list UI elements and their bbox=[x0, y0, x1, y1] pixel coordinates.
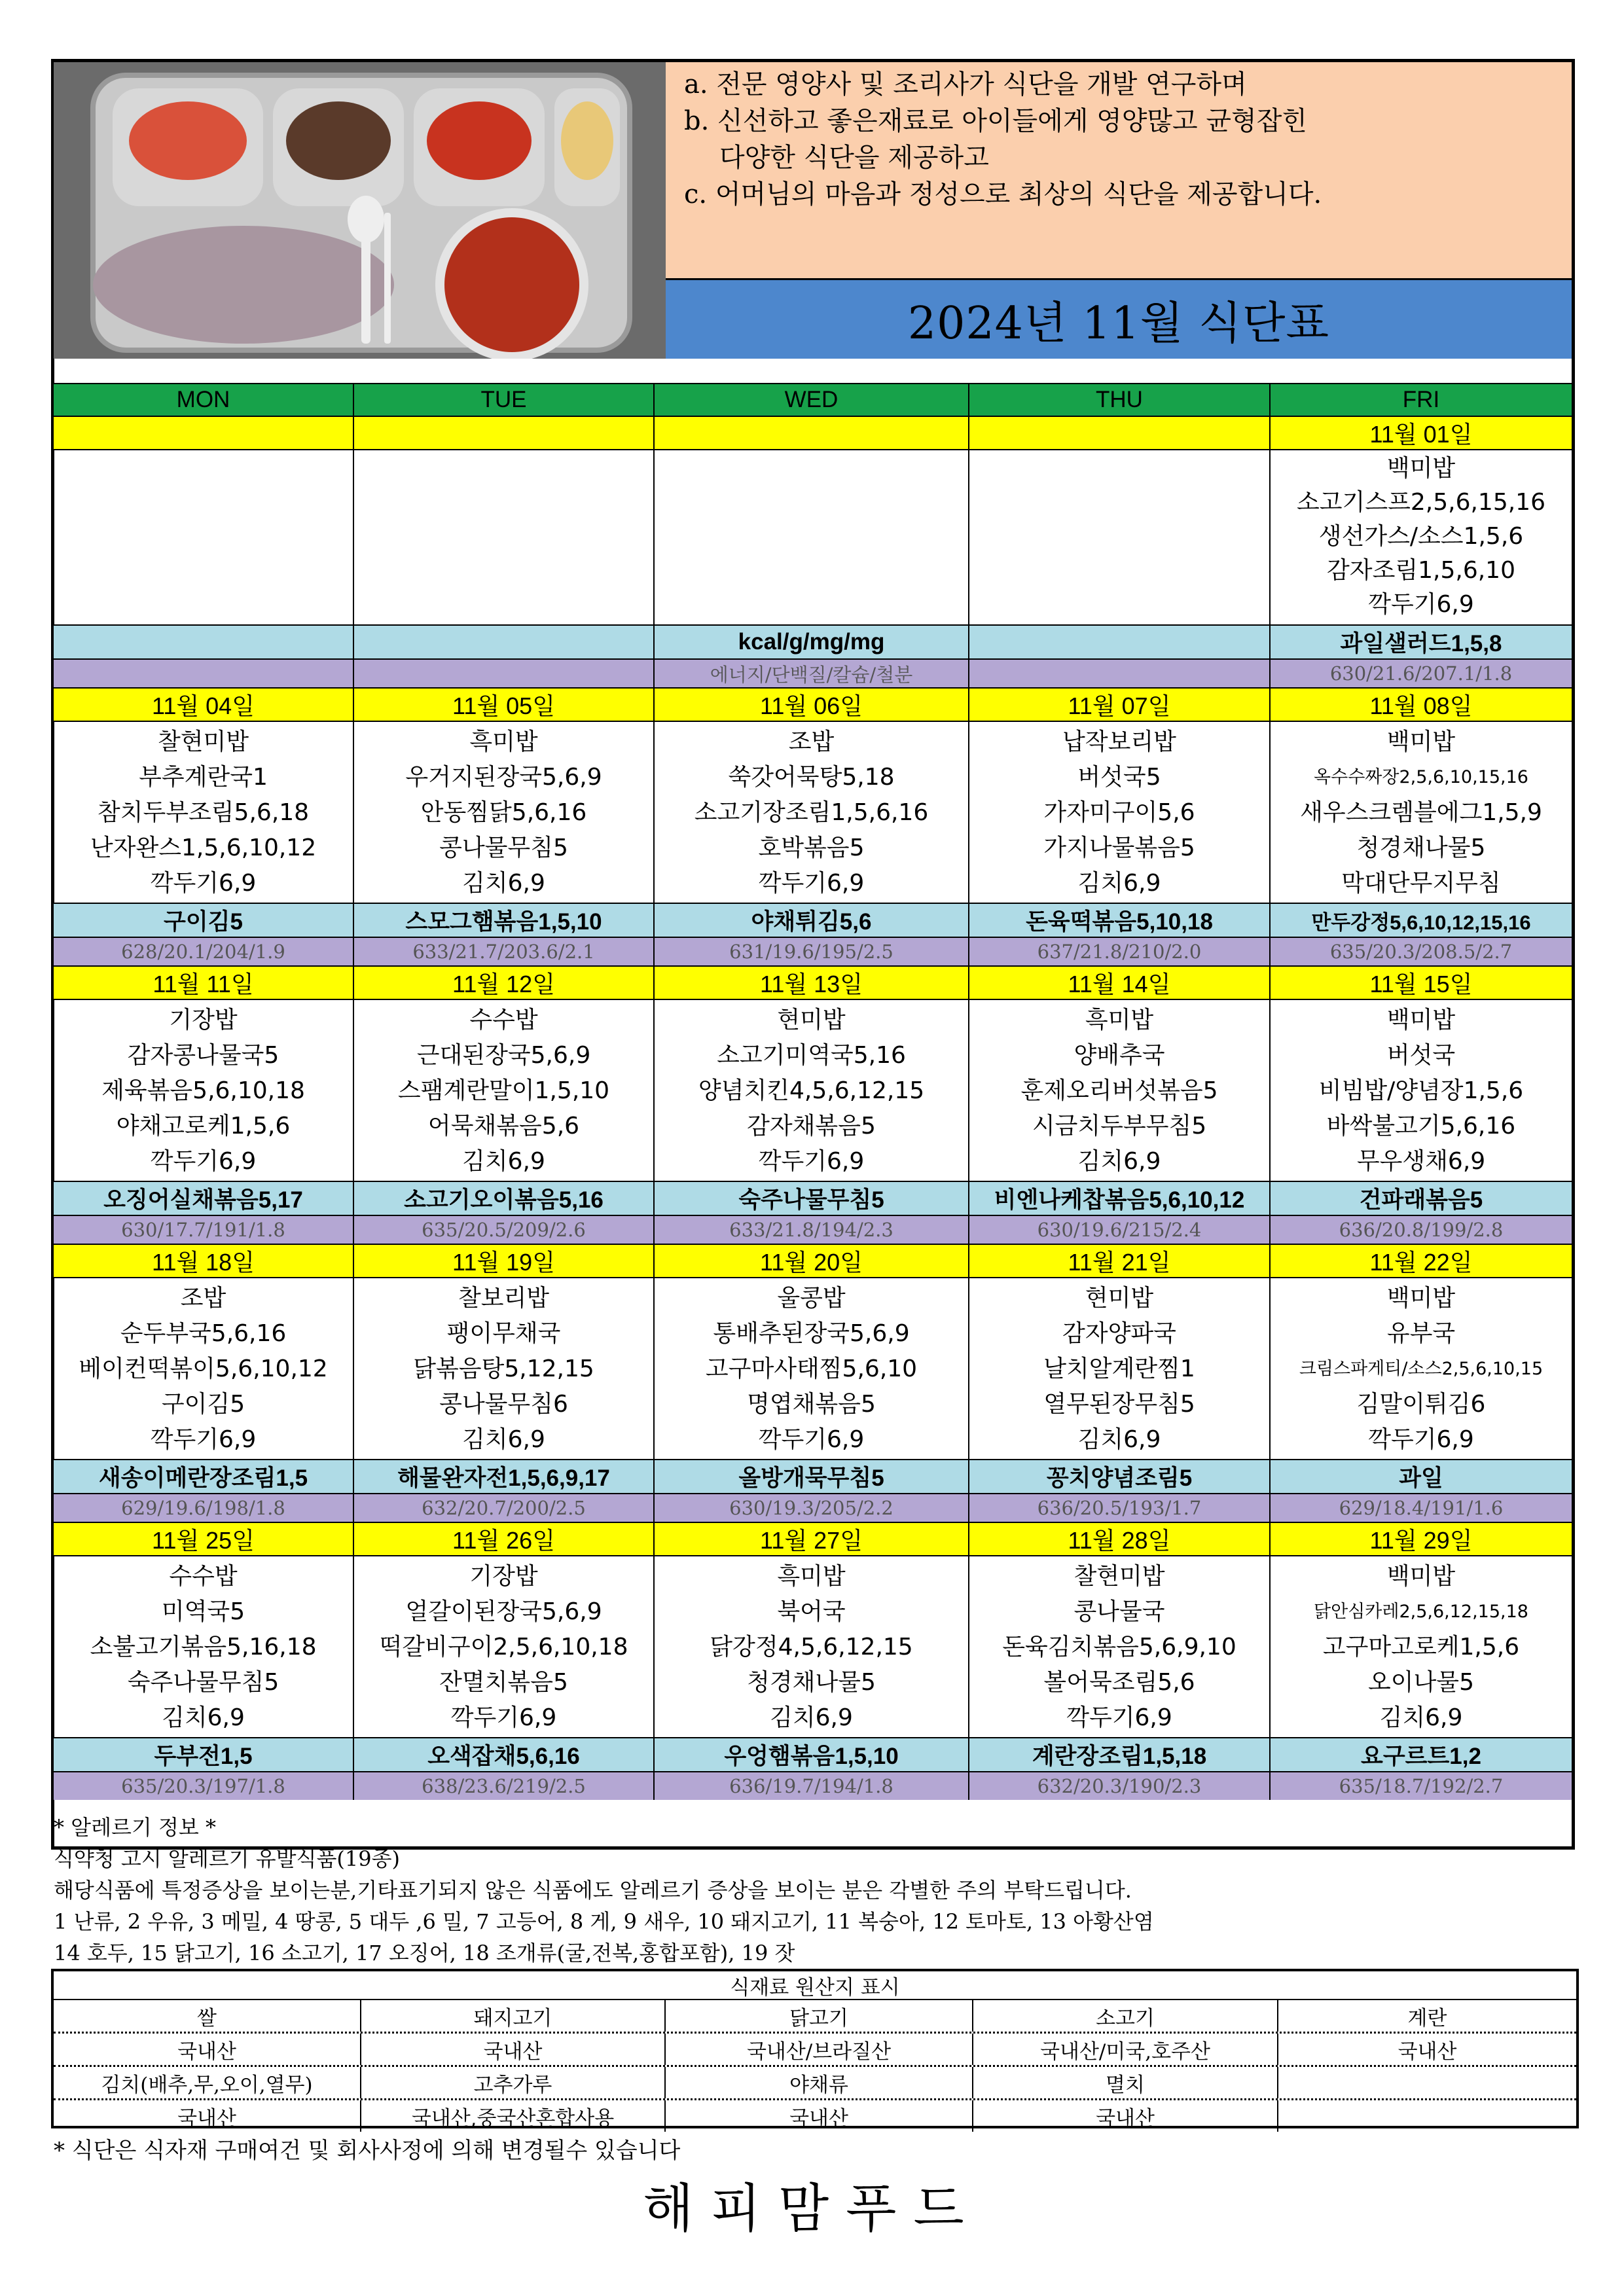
snack-cell-tue: 스모그햄볶음1,5,10 bbox=[354, 904, 655, 937]
snack-cell-tue: 해물완자전1,5,6,9,17 bbox=[354, 1460, 655, 1493]
menu-item: 기장밥 bbox=[469, 1563, 538, 1590]
menu-item: 스팸계란말이1,5,10 bbox=[397, 1077, 610, 1104]
nutrition-cell-tue bbox=[354, 660, 655, 687]
menu-item: 조밥 bbox=[788, 728, 835, 755]
menu-cell-thu bbox=[969, 722, 1271, 903]
menu-cell-wed bbox=[655, 1278, 969, 1459]
menu-item: 소고기장조림1,5,6,16 bbox=[694, 799, 929, 826]
menu-item: 팽이무채국 bbox=[446, 1320, 561, 1347]
menu-item: 백미밥 bbox=[1386, 1285, 1456, 1312]
nutrition-row bbox=[54, 937, 1572, 965]
menu-item: 고구마고로케1,5,6 bbox=[1322, 1634, 1520, 1660]
snack-cell-mon: 두부전1,5 bbox=[54, 1738, 354, 1771]
menu-item: 안동찜닭5,6,16 bbox=[420, 799, 587, 826]
menu-item: 김치6,9 bbox=[1077, 1426, 1161, 1453]
menu-item: 무우생채6,9 bbox=[1356, 1148, 1486, 1175]
snack-cell-wed: 숙주나물무침5 bbox=[655, 1182, 969, 1215]
date-cell-fri: 11월 22일 bbox=[1369, 1249, 1473, 1276]
menu-cell-tue bbox=[354, 450, 655, 624]
origin-cell: 계란 bbox=[1407, 2006, 1447, 2030]
nutrition-cell-fri: 630/21.6/207.1/1.8 bbox=[1329, 662, 1513, 685]
menu-item: 훈제오리버섯볶음5 bbox=[1020, 1077, 1218, 1104]
date-cell-mon bbox=[54, 417, 354, 449]
menu-item: 가지나물볶음5 bbox=[1043, 834, 1195, 861]
menu-item: 비빔밥/양념장1,5,6 bbox=[1318, 1077, 1524, 1104]
menu-cell-wed bbox=[655, 450, 969, 624]
snack-cell-wed: kcal/g/mg/mg bbox=[655, 626, 969, 658]
intro-line-a: a. 전문 영양사 및 조리사가 식단을 개발 연구하며 bbox=[684, 69, 1247, 99]
menu-table bbox=[54, 383, 1572, 1800]
date-cell-wed: 11월 20일 bbox=[655, 1245, 969, 1277]
date-row bbox=[54, 1522, 1572, 1555]
menu-row bbox=[54, 1277, 1572, 1459]
origin-cell: 국내산 bbox=[361, 2034, 666, 2065]
menu-item: 감자양파국 bbox=[1062, 1320, 1176, 1347]
menu-item: 청경채나물5 bbox=[747, 1669, 876, 1696]
allergy-info bbox=[54, 1812, 1579, 1969]
menu-item: 북어국 bbox=[777, 1598, 846, 1625]
date-cell-wed: 11월 13일 bbox=[655, 967, 969, 999]
menu-item: 백미밥 bbox=[1386, 1007, 1456, 1033]
tray-illustration bbox=[54, 62, 666, 359]
snack-cell-tue bbox=[354, 626, 655, 658]
menu-item: 청경채나물5 bbox=[1356, 834, 1486, 861]
menu-item: 버섯국5 bbox=[1077, 764, 1161, 791]
nutrition-cell-thu: 637/21.8/210/2.0 bbox=[969, 938, 1271, 965]
nutrition-cell-wed: 630/19.3/205/2.2 bbox=[655, 1494, 969, 1522]
menu-item: 구이김5 bbox=[161, 1391, 245, 1418]
date-cell-fri: 11월 15일 bbox=[1369, 971, 1473, 997]
menu-row bbox=[54, 999, 1572, 1181]
menu-item: 바싹불고기5,6,16 bbox=[1326, 1113, 1516, 1139]
menu-item: 고구마사태찜5,6,10 bbox=[705, 1355, 918, 1382]
menu-item: 김치6,9 bbox=[1077, 1148, 1161, 1175]
menu-cell-mon bbox=[54, 1556, 354, 1737]
menu-cell-thu bbox=[969, 1278, 1271, 1459]
menu-item: 깍두기6,9 bbox=[1368, 591, 1474, 618]
nutrition-cell-wed: 에너지/단백질/칼슘/철분 bbox=[655, 660, 969, 687]
weekday-wed: WED bbox=[655, 384, 969, 416]
menu-item: 베이컨떡볶이5,6,10,12 bbox=[79, 1355, 328, 1382]
menu-cell-tue bbox=[354, 1556, 655, 1737]
menu-item: 부추계란국1 bbox=[139, 764, 268, 791]
snack-cell-mon: 새송이메란장조림1,5 bbox=[54, 1460, 354, 1493]
origin-cell: 쌀 bbox=[54, 2000, 361, 2032]
menu-item: 돈육김치볶음5,6,9,10 bbox=[1002, 1634, 1236, 1660]
menu-item: 깍두기6,9 bbox=[1368, 1426, 1474, 1453]
intro-line-c: c. 어머님의 마음과 정성으로 최상의 식단을 제공합니다. bbox=[684, 179, 1322, 209]
menu-item: 호박볶음5 bbox=[758, 834, 865, 861]
menu-item: 유부국 bbox=[1386, 1320, 1456, 1347]
origin-row-4 bbox=[54, 2100, 1576, 2132]
origin-cell: 국내산,중국산혼합사용 bbox=[361, 2100, 666, 2132]
origin-cell: 돼지고기 bbox=[361, 2000, 666, 2032]
allergy-line: 해당식품에 특정증상을 보이는분,기타표기되지 않은 식품에도 알레르기 증상을 보이는 분은 각별한 주의 부탁드립니다. bbox=[54, 1878, 1132, 1903]
snack-cell-wed: 우엉햄볶음1,5,10 bbox=[655, 1738, 969, 1771]
date-cell-wed bbox=[655, 417, 969, 449]
date-cell-mon: 11월 18일 bbox=[54, 1245, 354, 1277]
nutrition-row bbox=[54, 658, 1572, 687]
date-cell-tue: 11월 05일 bbox=[354, 689, 655, 721]
weeks-container bbox=[54, 416, 1572, 1800]
menu-item: 얼갈이된장국5,6,9 bbox=[405, 1598, 602, 1625]
origin-row-2 bbox=[54, 2034, 1576, 2067]
menu-cell-mon bbox=[54, 1000, 354, 1181]
snack-cell-thu bbox=[969, 626, 1271, 658]
menu-item: 김치6,9 bbox=[162, 1704, 245, 1731]
weekday-thu: THU bbox=[969, 384, 1271, 416]
menu-item: 소고기스프2,5,6,15,16 bbox=[1297, 489, 1545, 516]
snack-cell-fri: 건파래볶음5 bbox=[1359, 1187, 1483, 1213]
menu-item: 우거지된장국5,6,9 bbox=[405, 764, 602, 791]
nutrition-cell-fri: 636/20.8/199/2.8 bbox=[1339, 1219, 1504, 1241]
menu-item: 김말이튀김6 bbox=[1356, 1391, 1486, 1418]
nutrition-row bbox=[54, 1493, 1572, 1522]
nutrition-row bbox=[54, 1771, 1572, 1800]
date-cell-fri: 11월 29일 bbox=[1369, 1527, 1473, 1554]
nutrition-cell-mon bbox=[54, 660, 354, 687]
origin-cell: 국내산 bbox=[54, 2034, 361, 2065]
menu-item: 소불고기볶음5,16,18 bbox=[90, 1634, 317, 1660]
menu-item: 깍두기6,9 bbox=[758, 870, 865, 897]
menu-item: 콩나물무침5 bbox=[439, 834, 568, 861]
nutrition-cell-mon: 635/20.3/197/1.8 bbox=[54, 1772, 354, 1800]
menu-cell-thu bbox=[969, 1556, 1271, 1737]
menu-item: 볼어묵조림5,6 bbox=[1043, 1669, 1195, 1696]
origin-cell: 국내산 bbox=[54, 2100, 361, 2132]
menu-item: 현미밥 bbox=[1085, 1285, 1154, 1312]
menu-item: 깍두기6,9 bbox=[1066, 1704, 1172, 1731]
origin-cell: 국내산 bbox=[973, 2100, 1278, 2132]
meal-tray-photo bbox=[54, 62, 666, 359]
menu-cell-tue bbox=[354, 1000, 655, 1181]
nutrition-cell-tue: 635/20.5/209/2.6 bbox=[354, 1216, 655, 1244]
menu-item: 깍두기6,9 bbox=[150, 870, 257, 897]
menu-item: 미역국5 bbox=[161, 1598, 245, 1625]
menu-item: 흑미밥 bbox=[469, 728, 538, 755]
menu-item: 가자미구이5,6 bbox=[1043, 799, 1195, 826]
snack-cell-tue: 소고기오이볶음5,16 bbox=[354, 1182, 655, 1215]
menu-item: 찰현미밥 bbox=[157, 728, 249, 755]
menu-item: 김치6,9 bbox=[1077, 870, 1161, 897]
date-cell-wed: 11월 27일 bbox=[655, 1523, 969, 1555]
snack-cell-fri: 요구르트1,2 bbox=[1361, 1744, 1481, 1769]
menu-item: 크림스파게티/소스2,5,6,10,15 bbox=[1299, 1359, 1543, 1379]
origin-cell: 김치(배추,무,오이,열무) bbox=[54, 2067, 361, 2098]
date-cell-mon: 11월 25일 bbox=[54, 1523, 354, 1555]
page-title: 2024년 11월 식단표 bbox=[666, 278, 1572, 359]
menu-item: 콩나물국 bbox=[1074, 1598, 1165, 1625]
date-cell-mon: 11월 11일 bbox=[54, 967, 354, 999]
nutrition-cell-thu: 636/20.5/193/1.7 bbox=[969, 1494, 1271, 1522]
origin-cell: 야채류 bbox=[666, 2067, 973, 2098]
date-cell-tue bbox=[354, 417, 655, 449]
menu-item: 콩나물무침6 bbox=[439, 1391, 568, 1418]
menu-item: 날치알계란찜1 bbox=[1043, 1355, 1195, 1382]
menu-item: 감자조림1,5,6,10 bbox=[1327, 557, 1515, 584]
menu-item: 깍두기6,9 bbox=[758, 1426, 865, 1453]
weekday-header-row bbox=[54, 383, 1572, 416]
menu-item: 명엽채볶음5 bbox=[747, 1391, 876, 1418]
menu-item: 백미밥 bbox=[1386, 1563, 1456, 1590]
allergy-title: * 알레르기 정보 * bbox=[54, 1815, 216, 1840]
snack-cell-fri: 만두강정5,6,10,12,15,16 bbox=[1311, 910, 1531, 934]
weekday-mon: MON bbox=[54, 384, 354, 416]
menu-item: 납작보리밥 bbox=[1062, 728, 1176, 755]
snack-row bbox=[54, 1737, 1572, 1771]
menu-item: 김치6,9 bbox=[1379, 1704, 1463, 1731]
nutrition-cell-tue: 633/21.7/203.6/2.1 bbox=[354, 938, 655, 965]
brand-name: 해피맘푸드 bbox=[643, 2178, 981, 2239]
menu-item: 수수밥 bbox=[469, 1007, 538, 1033]
date-cell-fri: 11월 08일 bbox=[1369, 692, 1473, 719]
snack-row bbox=[54, 1459, 1572, 1493]
menu-row bbox=[54, 721, 1572, 903]
snack-row bbox=[54, 624, 1572, 658]
menu-item: 오이나물5 bbox=[1367, 1669, 1474, 1696]
date-cell-tue: 11월 26일 bbox=[354, 1523, 655, 1555]
nutrition-row bbox=[54, 1215, 1572, 1244]
snack-row bbox=[54, 1181, 1572, 1215]
menu-item: 통배추된장국5,6,9 bbox=[713, 1320, 910, 1347]
date-row bbox=[54, 965, 1572, 999]
snack-cell-mon: 오징어실채볶음5,17 bbox=[54, 1182, 354, 1215]
menu-item: 참치두부조림5,6,18 bbox=[97, 799, 310, 826]
origin-row-3 bbox=[54, 2067, 1576, 2100]
origin-cell: 국내산 bbox=[666, 2100, 973, 2132]
snack-cell-thu: 비엔나케찹볶음5,6,10,12 bbox=[969, 1182, 1271, 1215]
origin-table bbox=[51, 1969, 1579, 2128]
menu-cell-mon bbox=[54, 450, 354, 624]
menu-item: 열무된장무침5 bbox=[1043, 1391, 1195, 1418]
snack-row bbox=[54, 903, 1572, 937]
origin-row-1 bbox=[54, 2000, 1576, 2034]
menu-cell-tue bbox=[354, 722, 655, 903]
menu-item: 시금치두부무침5 bbox=[1032, 1113, 1207, 1139]
menu-item: 양념치킨4,5,6,12,15 bbox=[698, 1077, 925, 1104]
nutrition-cell-fri: 629/18.4/191/1.6 bbox=[1339, 1497, 1504, 1519]
menu-item: 잔멸치볶음5 bbox=[439, 1669, 568, 1696]
date-row bbox=[54, 1244, 1572, 1277]
menu-item: 난자완스1,5,6,10,12 bbox=[90, 834, 317, 861]
menu-item: 수수밥 bbox=[169, 1563, 238, 1590]
menu-item: 닭볶음탕5,12,15 bbox=[413, 1355, 594, 1382]
menu-item: 소고기미역국5,16 bbox=[717, 1042, 906, 1069]
menu-item: 깍두기6,9 bbox=[758, 1148, 865, 1175]
nutrition-cell-mon: 629/19.6/198/1.8 bbox=[54, 1494, 354, 1522]
menu-item: 닭강정4,5,6,12,15 bbox=[710, 1634, 913, 1660]
menu-item: 김치6,9 bbox=[770, 1704, 853, 1731]
menu-item: 백미밥 bbox=[1386, 455, 1456, 482]
menu-item: 현미밥 bbox=[777, 1007, 846, 1033]
snack-cell-thu: 계란장조림1,5,18 bbox=[969, 1738, 1271, 1771]
snack-cell-wed: 야채튀김5,6 bbox=[655, 904, 969, 937]
menu-item: 옥수수짜장2,5,6,10,15,16 bbox=[1314, 767, 1528, 787]
menu-item: 닭안심카레2,5,6,12,15,18 bbox=[1314, 1602, 1528, 1622]
date-cell-fri: 11월 01일 bbox=[1369, 421, 1473, 448]
nutrition-cell-wed: 636/19.7/194/1.8 bbox=[655, 1772, 969, 1800]
menu-cell-wed bbox=[655, 1000, 969, 1181]
nutrition-cell-tue: 632/20.7/200/2.5 bbox=[354, 1494, 655, 1522]
menu-cell-thu bbox=[969, 1000, 1271, 1181]
date-cell-mon: 11월 04일 bbox=[54, 689, 354, 721]
menu-item: 깍두기6,9 bbox=[150, 1426, 257, 1453]
origin-cell bbox=[1278, 2067, 1576, 2098]
date-cell-thu: 11월 28일 bbox=[969, 1523, 1271, 1555]
menu-cell-fri bbox=[1271, 722, 1572, 903]
weekday-fri: FRI bbox=[1402, 387, 1440, 412]
nutrition-cell-wed: 633/21.8/194/2.3 bbox=[655, 1216, 969, 1244]
origin-cell: 멸치 bbox=[973, 2067, 1278, 2098]
origin-cell: 국내산 bbox=[1398, 2039, 1457, 2064]
menu-cell-wed bbox=[655, 1556, 969, 1737]
date-cell-wed: 11월 06일 bbox=[655, 689, 969, 721]
menu-item: 깍두기6,9 bbox=[150, 1148, 257, 1175]
nutrition-cell-thu: 632/20.3/190/2.3 bbox=[969, 1772, 1271, 1800]
menu-item: 김치6,9 bbox=[462, 1426, 545, 1453]
menu-cell-thu bbox=[969, 450, 1271, 624]
allergy-line: 14 호두, 15 닭고기, 16 소고기, 17 오징어, 18 조개류(굴,전복,홍합포함), 19 잣 bbox=[54, 1941, 795, 1965]
menu-cell-fri bbox=[1271, 1556, 1572, 1737]
allergy-line: 1 난류, 2 우유, 3 메밀, 4 땅콩, 5 대두 ,6 밀, 7 고등어, 8 게, 9 새우, 10 돼지고기, 11 복숭아, 12 토마토, 13 아황산염 bbox=[54, 1909, 1154, 1934]
date-row bbox=[54, 687, 1572, 721]
nutrition-cell-fri: 635/18.7/192/2.7 bbox=[1339, 1775, 1504, 1797]
menu-item: 떡갈비구이2,5,6,10,18 bbox=[379, 1634, 628, 1660]
menu-item: 김치6,9 bbox=[462, 1148, 545, 1175]
menu-item: 찰보리밥 bbox=[458, 1285, 550, 1312]
menu-item: 버섯국 bbox=[1386, 1042, 1456, 1069]
menu-row bbox=[54, 449, 1572, 624]
date-row bbox=[54, 416, 1572, 449]
menu-item: 생선가스/소스1,5,6 bbox=[1318, 523, 1524, 550]
origin-cell bbox=[1278, 2100, 1576, 2132]
menu-cell-fri bbox=[1271, 450, 1572, 624]
snack-cell-thu: 돈육떡볶음5,10,18 bbox=[969, 904, 1271, 937]
menu-item: 근대된장국5,6,9 bbox=[416, 1042, 591, 1069]
menu-item: 순두부국5,6,16 bbox=[120, 1320, 287, 1347]
menu-cell-mon bbox=[54, 722, 354, 903]
origin-cell: 소고기 bbox=[973, 2000, 1278, 2032]
menu-item: 백미밥 bbox=[1386, 728, 1456, 755]
menu-item: 기장밥 bbox=[169, 1007, 238, 1033]
origin-cell: 국내산/미국,호주산 bbox=[973, 2034, 1278, 2065]
menu-item: 김치6,9 bbox=[462, 870, 545, 897]
weekday-tue: TUE bbox=[354, 384, 655, 416]
nutrition-cell-fri: 635/20.3/208.5/2.7 bbox=[1329, 941, 1513, 963]
allergy-line: 식약청 고시 알레르기 유발식품(19종) bbox=[54, 1846, 400, 1871]
menu-item: 막대단무지무침 bbox=[1341, 870, 1501, 897]
origin-cell: 고추가루 bbox=[361, 2067, 666, 2098]
change-notice: * 식단은 식자재 구매여건 및 회사사정에 의해 변경될수 있습니다 bbox=[54, 2138, 681, 2164]
nutrition-cell-mon: 630/17.7/191/1.8 bbox=[54, 1216, 354, 1244]
menu-item: 쑥갓어묵탕5,18 bbox=[728, 764, 895, 791]
menu-item: 깍두기6,9 bbox=[450, 1704, 557, 1731]
snack-cell-tue: 오색잡채5,6,16 bbox=[354, 1738, 655, 1771]
snack-cell-wed: 올방개묵무침5 bbox=[655, 1460, 969, 1493]
menu-item: 양배추국 bbox=[1074, 1042, 1165, 1069]
origin-cell: 국내산/브라질산 bbox=[666, 2034, 973, 2065]
date-cell-thu: 11월 14일 bbox=[969, 967, 1271, 999]
menu-item: 감자채볶음5 bbox=[747, 1113, 876, 1139]
menu-cell-fri bbox=[1271, 1000, 1572, 1181]
snack-cell-mon bbox=[54, 626, 354, 658]
menu-item: 감자콩나물국5 bbox=[127, 1042, 280, 1069]
menu-item: 새우스크렘블에그1,5,9 bbox=[1300, 799, 1542, 826]
intro-line-b: b. 신선하고 좋은재료로 아이들에게 영양많고 균형잡힌 bbox=[684, 106, 1307, 136]
menu-row bbox=[54, 1555, 1572, 1737]
origin-cell: 닭고기 bbox=[666, 2000, 973, 2032]
nutrition-cell-tue: 638/23.6/219/2.5 bbox=[354, 1772, 655, 1800]
date-cell-tue: 11월 12일 bbox=[354, 967, 655, 999]
menu-item: 야채고로케1,5,6 bbox=[116, 1113, 291, 1139]
menu-item: 제육볶음5,6,10,18 bbox=[101, 1077, 305, 1104]
origin-title: 식재료 원산지 표시 bbox=[54, 1971, 1576, 2000]
menu-cell-fri bbox=[1271, 1278, 1572, 1459]
snack-cell-thu: 꽁치양념조림5 bbox=[969, 1460, 1271, 1493]
menu-cell-wed bbox=[655, 722, 969, 903]
menu-item: 울콩밥 bbox=[777, 1285, 846, 1312]
date-cell-thu bbox=[969, 417, 1271, 449]
snack-cell-fri: 과일샐러드1,5,8 bbox=[1340, 631, 1502, 656]
snack-cell-mon: 구이김5 bbox=[54, 904, 354, 937]
nutrition-cell-thu bbox=[969, 660, 1271, 687]
menu-item: 흑미밥 bbox=[1085, 1007, 1154, 1033]
menu-cell-mon bbox=[54, 1278, 354, 1459]
nutrition-cell-mon: 628/20.1/204/1.9 bbox=[54, 938, 354, 965]
menu-item: 흑미밥 bbox=[777, 1563, 846, 1590]
date-cell-thu: 11월 07일 bbox=[969, 689, 1271, 721]
date-cell-tue: 11월 19일 bbox=[354, 1245, 655, 1277]
intro-line-b2: 다양한 식단을 제공하고 bbox=[719, 143, 989, 173]
nutrition-cell-wed: 631/19.6/195/2.5 bbox=[655, 938, 969, 965]
intro-box bbox=[666, 62, 1572, 278]
menu-item: 숙주나물무침5 bbox=[127, 1669, 280, 1696]
menu-item: 찰현미밥 bbox=[1074, 1563, 1165, 1590]
menu-item: 조밥 bbox=[180, 1285, 226, 1312]
nutrition-cell-thu: 630/19.6/215/2.4 bbox=[969, 1216, 1271, 1244]
menu-item: 어묵채볶음5,6 bbox=[427, 1113, 580, 1139]
snack-cell-fri: 과일 bbox=[1399, 1465, 1443, 1491]
menu-cell-tue bbox=[354, 1278, 655, 1459]
date-cell-thu: 11월 21일 bbox=[969, 1245, 1271, 1277]
